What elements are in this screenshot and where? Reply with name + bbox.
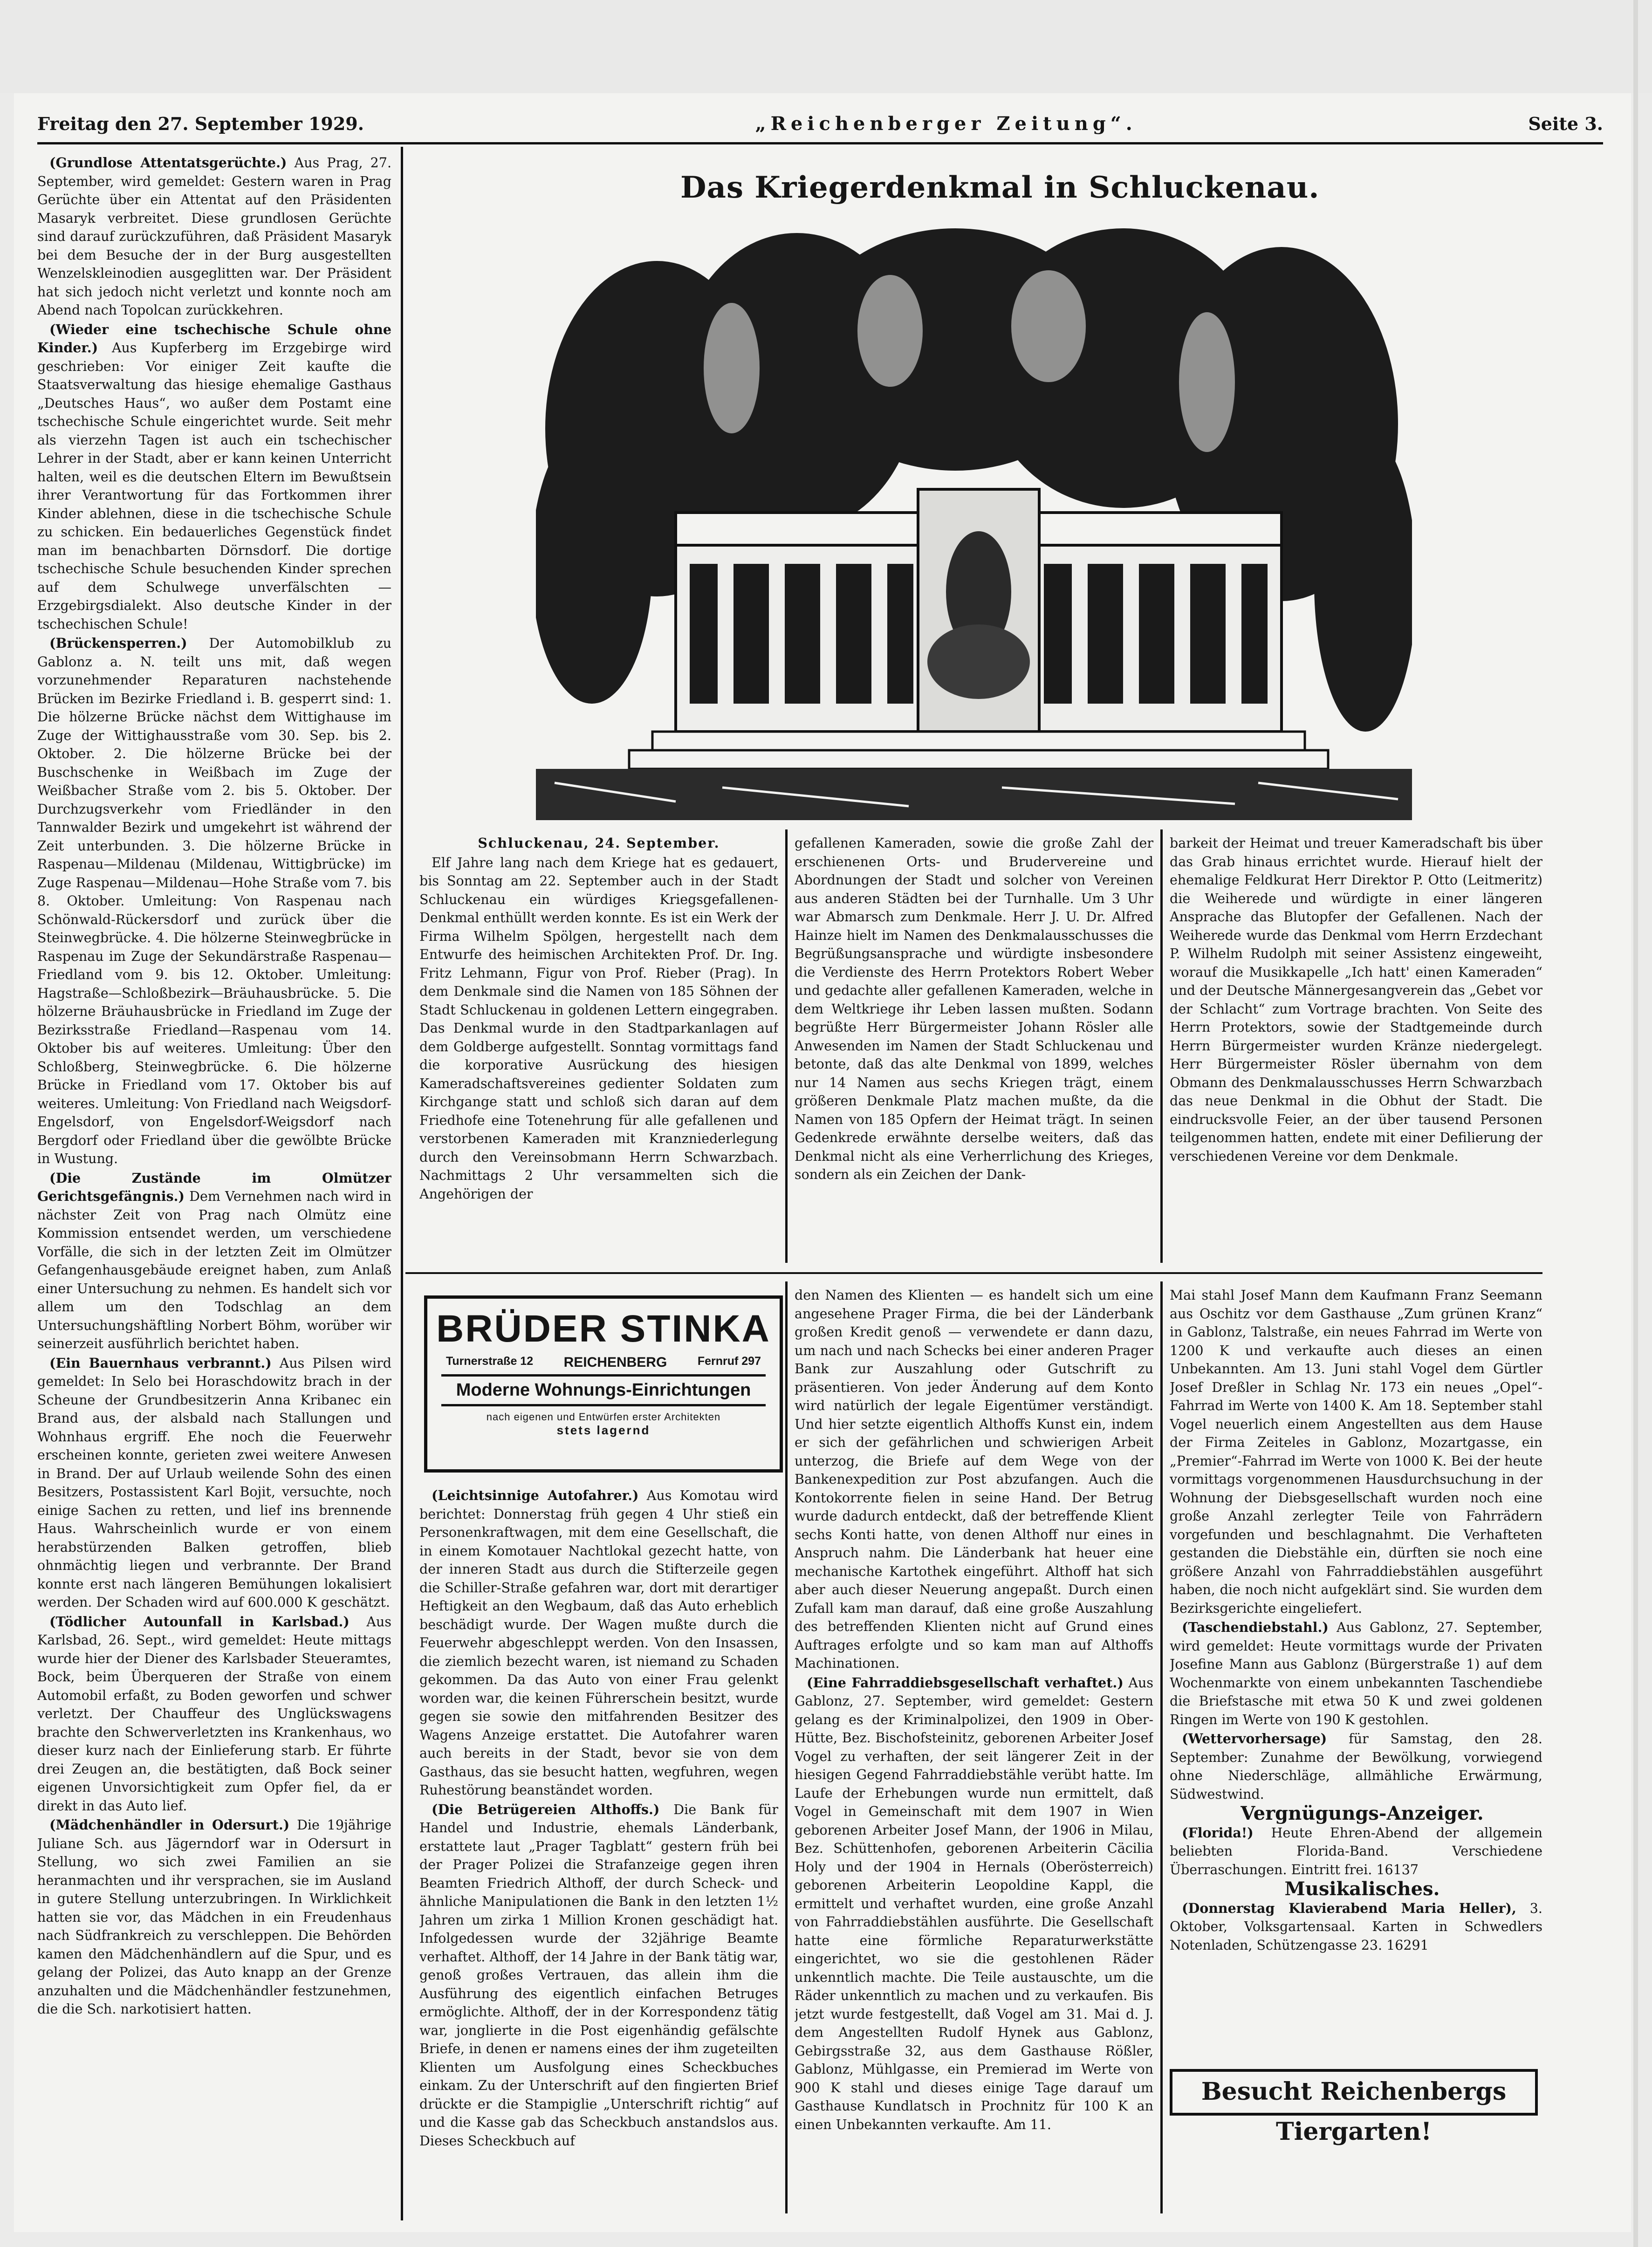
amusement-entry-text: Heute Ehren-Abend der allgemein beliebten Florida-Band. Verschiedene Überraschungen. Eintritt frei. xyxy=(1170,1825,1542,1877)
news-item xyxy=(37,154,391,320)
memorial-illustration xyxy=(536,228,1412,820)
news-item xyxy=(37,321,391,634)
news-item xyxy=(1170,1618,1542,1729)
news-item xyxy=(1170,1286,1542,1617)
column-2-lower xyxy=(419,1487,778,2213)
amusement-entry-number: 16137 xyxy=(1376,1862,1419,1877)
feature-bottom-rule xyxy=(405,1272,1542,1274)
feature-column-1 xyxy=(419,834,778,1263)
ad-stock: stets lagernd xyxy=(556,1423,651,1437)
ad-note: nach eigenen und Entwürfen erster Architekten xyxy=(486,1411,721,1423)
masthead xyxy=(37,105,1603,144)
feature-column-2 xyxy=(795,834,1153,1263)
ad-city: REICHENBERG xyxy=(563,1355,667,1370)
news-item xyxy=(419,1487,778,1800)
ad-divider-2 xyxy=(441,1404,766,1406)
news-item-text: Aus Komotau wird berichtet: Donnerstag früh gegen 4 Uhr stieß ein Personenkraftwagen, mit dem eine Gesellschaft, die in einem Komotauer Nachtlokal gezecht hatte, von der inneren Stadt aus durch die Stifterzeile gegen die Schiller-Straße gefahren war, dort mit derartiger Heftigkeit an den Wegbaum, daß das Auto erheblich beschädigt wurde. Der Wagen mußte durch die Feuerwehr abgeschleppt werden. Von den Insassen, die ziemlich bezecht waren, ist niemand zu Schaden gekommen. Da das Auto von einer Frau gelenkt worden war, die keinen Führerschein besitzt, wurde gegen sie sowie den mitfahrenden Besitzer des Wagens Anzeige erstattet. Die Autofahrer waren auch bereits in der Stadt, bevor sie von dem Gasthaus, das sie besucht hatten, wegfuhren, wegen Ruhestörung beanständet worden. xyxy=(419,1488,778,1798)
news-item-text: den Namen des Klienten — es handelt sich um eine angesehene Prager Firma, die bei der Länderbank großen Kredit genoß — verwendete er dann dazu, um nach und nach Schecks bei einer anderen Prager Bank zur Auszahlung oder Gutschrift zu präsentieren. Von jeder Änderung auf dem Konto wird natürlich der legale Eigentümer verständigt. Und hier setzte eigentlich Althoffs Kunst ein, indem er sich der gefährlichen und schwierigen Arbeit unterzog, die Briefe auf dem Wege von der Bankenexpedition zur Post abzufangen. Auch die Kontokorrente fielen in seine Hand. Der Betrug wurde dadurch entdeckt, daß der betreffende Klient sechs Konti hatte, von denen Althoff nur eines in Anspruch nahm. Die Länderbank hat heuer eine mechanische Kartothek eingeführt. Althoff hat sich aber auch dieser Neuerung angepaßt. Durch einen Zufall kam man darauf, daß eine große Auszahlung des betreffenden Klienten nicht auf Grund eines Auftrages erfolgte und so kam man auf Althoffs Machinationen. xyxy=(795,1288,1153,1671)
column-rule-4 xyxy=(785,1281,788,2213)
news-item-text: Aus Karlsbad, 26. Sept., wird gemeldet: Heute mittags wurde hier der Diener des Karlsbader Steueramtes, Bock, beim Überqueren der Straße von einem Automobil erfaßt, zu Boden geworfen und schwer verletzt. Der Chauffeur des Unglückswagens brachte den Schwerverletzten ins Krankenhaus, wo dieser kurz nach der Einlieferung starb. Er führte drei Zeugen an, die bestätigten, daß Bock seiner eigenen Unvorsichtigkeit zum Opfer fiel, da er direkt in das Auto lief. xyxy=(37,1614,391,1814)
news-item-heading: (Mädchenhändler in Odersurt.) xyxy=(49,1817,290,1833)
column-4-news xyxy=(1170,1286,1542,1803)
feature-text-3: barkeit der Heimat und treuer Kameradschaft bis über das Grab hinaus errichtet wurde. Hierauf hielt der ehemalige Feldkurat Herr Direktor P. Otto (Leitmeritz) die Weiherede und würdigte in einer längeren Ansprache das Blutopfer der Gefallenen. Nach der Weiherede wurde das Denkmal vom Herrn Erzdechant P. Wilhelm Rudolph mit seiner Assistenz eingeweiht, worauf die Musikkapelle „Ich hatt' einen Kameraden“ und der Deutsche Männergesangverein das „Gebet vor der Schlacht“ zum Vortrage brachten. Von Seite des Herrn Protektors, sowie der Stadtgemeinde durch Herrn Bürgermeister wurden Kränze niedergelegt. Herr Bürgermeister Rösler übernahm von dem Obmann des Denkmalausschusses Herrn Schwarzbach das neue Denkmal in die Obhut der Stadt. Die eindrucksvolle Feier, an der über tausend Personen teilgenommen hatten, endete mit einer Defilierung der verschiedenen Vereine vor dem Denkmale. xyxy=(1170,836,1542,1164)
feature-column-3 xyxy=(1170,834,1542,1263)
ad-street: Turnerstraße 12 xyxy=(446,1355,534,1368)
ad-company-name: BRÜDER STINKA xyxy=(436,1308,771,1350)
news-item-text: Die Bank für Handel und Industrie, ehemals Länderbank, erstattete laut „Prager Tagblatt“ gestern früh bei der Prager Polizei die Strafanzeige gegen ihren Beamten Friedrich Althoff, der durch Scheck- und ähnliche Manipulationen die Bank in den letzten 1½ Jahren um zirka 1 Million Kronen geschädigt hat. Infolgedessen wurde der 32jährige Beamte verhaftet. Althoff, der 14 Jahre in der Bank tätig war, genoß großes Vertrauen, das allein ihm die Ausführung des eigentlich einfachen Betruges ermöglichte. Althoff, der in der Korrespondenz tätig war, jonglierte in die Post eigenhändig gefälschte Briefe, in denen er namens eines der ihm zugeteilten Klienten um Ausfolgung eines Scheckbuches einkam. Zu der Unterschrift auf den fingierten Brief drückte er die Stampiglie „Unterschrift richtig“ auf und die Kasse gab das Scheckbuch anstandslos aus. Dieses Scheckbuch auf xyxy=(419,1802,778,2149)
music-section-title: Musikalisches. xyxy=(1284,1878,1440,1900)
news-item-text: für Samstag, den 28. September: Zunahme der Bewölkung, vorwiegend ohne Niederschläge, allmähliche Erwärmung, Südwestwind. xyxy=(1170,1731,1542,1802)
news-item xyxy=(37,1613,391,1815)
ad-divider xyxy=(441,1374,766,1377)
column-rule-1 xyxy=(401,147,403,2220)
feature-dateline: Schluckenau, 24. September. xyxy=(478,835,720,851)
feature-title: Das Kriegerdenkmal in Schluckenau. xyxy=(680,170,1320,205)
ad-tagline: Moderne Wohnungs-Einrichtungen xyxy=(456,1380,751,1400)
amusement-section-title: Vergnügungs-Anzeiger. xyxy=(1241,1802,1484,1824)
feature-text-2: gefallenen Kameraden, sowie die große Zahl der erschienenen Orts- und Brudervereine und Abordnungen der Stadt und solcher von Vereinen aus anderen Städten bei der Turnhalle. Um 3 Uhr war Abmarsch zum Denkmale. Herr J. U. Dr. Alfred Hainze hielt im Namen des Denkmalausschusses die Begrüßungsansprache und würdigte insbesondere die Verdienste des Herrn Protektors Robert Weber und gedachte aller gefallenen Kameraden, welche in dem Weltkriege ihr Leben lassen mußten. Sodann begrüßte Herr Bürgermeister Johann Rösler alle Anwesenden im Namen der Stadt Schluckenau und betonte, daß das alte Denkmal von 1899, welches nur 14 Namen aus sechs Kriegen trägt, einem größeren Denkmale Platz machen mußte, da die Namen von 185 Opfern der Heimat trägt. In seinen Gedenkrede erwähnte derselbe weiters, daß das Denkmal nicht als eine Verherrlichung des Krieges, sondern als ein Zeichen der Dank- xyxy=(795,836,1153,1182)
news-item-text: Aus Prag, 27. September, wird gemeldet: Gestern waren in Prag Gerüchte über ein Attentat auf den Präsidenten Masaryk verbreitet. Diese grundlosen Gerüchte sind darauf zurückzuführen, daß Präsident Masaryk bei dem Besuche der in der Burg ausgestellten Wenzelskleinodien ausgeglitten war. Der Präsident hat sich jedoch nicht verletzt und konnte noch am Abend nach Topolcan zurückkehren. xyxy=(37,155,391,318)
ad-address-line xyxy=(427,1355,780,1370)
amusement-entry xyxy=(1170,1824,1542,1879)
music-entry xyxy=(1170,1899,1542,1955)
music-entry-number: 16291 xyxy=(1386,1937,1429,1953)
column-rule-3 xyxy=(1160,829,1163,1263)
masthead-title: „Reichenberger Zeitung“. xyxy=(755,112,1137,135)
masthead-page: Seite 3. xyxy=(1528,113,1603,134)
news-item-text: Aus Gablonz, 27. September, wird gemeldet: Heute vormittags wurde der Privaten Josefine Mann aus Gablonz (Bürgerstraße 1) auf dem Wochenmarkte von einem unbekannten Taschendiebe die Briefstasche mit etwa 50 K und zwei goldenen Ringen im Werte von 190 K gestohlen. xyxy=(1170,1620,1542,1727)
newspaper-page xyxy=(14,93,1631,2232)
news-item-heading: (Die Zustände im Olmützer Gerichtsgefängnis.) xyxy=(37,1170,391,1204)
news-item-text: Die 19jährige Juliane Sch. aus Jägerndorf war in Odersurt in Stellung, wo sich zwei Familien an sie heranmachten und ihr versprachen, sie im Ausland in gutere Stellung unterzubringen. In Wirklichkeit hatten sie vor, das Mädchen in ein Freudenhaus nach Südfrankreich zu verschleppen. Die Behörden kamen den Mädchenhändlern auf die Spur, und es gelang der Polizei, das Auto knapp an der Grenze anzuhalten und die Mädchenhändler festzunehmen, die die Sch. narkotisiert hatten. xyxy=(37,1817,391,2017)
zoo-advertisement: Besucht Reichenbergs Tiergarten! xyxy=(1170,2069,1538,2116)
news-item-heading: (Brückensperren.) xyxy=(49,635,187,651)
column-rule-2 xyxy=(785,829,788,1263)
ad-phone: Fernruf 297 xyxy=(697,1355,761,1368)
column-rule-5 xyxy=(1160,1281,1163,2213)
music-entry-head: (Donnerstag Klavierabend Maria Heller), xyxy=(1182,1900,1516,1916)
news-item-heading: (Grundlose Attentatsgerüchte.) xyxy=(49,155,287,171)
news-item xyxy=(37,634,391,1168)
feature-text-1: Elf Jahre lang nach dem Kriege hat es gedauert, bis Sonntag am 22. September auch in der Stadt Schluckenau ein würdiges Kriegsgefallenen-Denkmal enthüllt werden konnte. Es ist ein Werk der Firma Wilhelm Spölgen, hergestellt nach dem Entwurfe des heimischen Architekten Prof. Dr. Ing. Fritz Lehmann, Figur von Prof. Rieber (Prag). In dem Denkmale sind die Namen von 185 Söhnen der Stadt Schluckenau in goldenen Lettern eingegraben. Das Denkmal wurde in den Stadtparkanlagen auf dem Goldberge aufgestellt. Sonntag vormittags fand die korporative Ausrückung des hiesigen Kameradschaftsvereines gedienter Soldaten zum Kirchgange statt und schloß sich daran auf dem Friedhofe eine Totenehrung für alle gefallenen und verstorbenen Kameraden mit Kranzniederlegung durch den Vereinsobmann Herrn Schwarzbach. Nachmittags 2 Uhr versammelten sich die Angehörigen der xyxy=(419,855,778,1202)
news-item-heading: (Wettervorhersage) xyxy=(1182,1731,1327,1747)
news-item-text: Dem Vernehmen nach wird in nächster Zeit von Prag nach Olmütz eine Kommission entsendet werden, um verschiedene Vorfälle, die sich in der letzten Zeit im Olmützer Gefangenhausgebäude ereignet haben, zum Anlaß einer Untersuchung zu nehmen. Es handelt sich vor allem um den Todschlag an dem Untersuchungshäftling Norbert Böhm, worüber wir seinerzeit ausführlich berichtet haben. xyxy=(37,1189,391,1351)
news-item-heading: (Tödlicher Autounfall in Karlsbad.) xyxy=(49,1613,350,1630)
news-item-heading: (Die Betrügereien Althoffs.) xyxy=(432,1801,660,1817)
furniture-advertisement xyxy=(424,1295,783,1473)
news-item-text: Aus Pilsen wird gemeldet: In Selo bei Horaschdowitz brach in der Scheune der Grundbesitzerin Anna Kribanec ein Brand aus, der alsbald nach Stallungen und Wohnhaus ergriff. Ehe noch die Feuerwehr erscheinen konnte, gerieten zwei weitere Anwesen in Brand. Der auf Urlaub weilende Sohn des einen Besitzers, Postassistent Karl Bojit, versuchte, noch einige Sachen zu retten, und lief ins brennende Haus. Wahrscheinlich wurde er von einem herabstürzenden Balken getroffen, blieb ohnmächtig liegen und verbrannte. Der Brand konnte erst nach längeren Bemühungen lokalisiert werden. Der Schaden wird auf 600.000 K geschätzt. xyxy=(37,1355,391,1610)
column-1 xyxy=(37,154,391,2213)
news-item xyxy=(795,1286,1153,1673)
page-margin-top xyxy=(0,0,1652,93)
news-item xyxy=(37,1816,391,2019)
news-item xyxy=(37,1169,391,1353)
news-item-heading: (Ein Bauernhaus verbrannt.) xyxy=(49,1355,272,1371)
music-entry-text: 3. Oktober, Volksgartensaal. Karten in Schwedlers Notenladen, Schützengasse 23. xyxy=(1170,1900,1542,1953)
news-item-text: Aus Kupferberg im Erzgebirge wird geschrieben: Vor einiger Zeit kaufte die Staatsverwaltung das hiesige ehemalige Gasthaus „Deutsches Haus“, wo außer dem Postamt eine tschechische Schule eingerichtet wurde. Seit mehr als vierzehn Tagen ist auch ein tschechischer Lehrer in der Stadt, aber er kann keinen Unterricht halten, weil es die deutschen Eltern im Bewußtsein ihrer Verantwortung für das Fortkommen ihrer Kinder ablehnen, diese in die tschechische Schule zu schicken. Ein bedauerliches Gegenstück findet man im benachbarten Dörnsdorf. Die dortige tschechische Schule besuchenden Kinder sprechen auf dem Schulwege unverfälschten — Erzgebirgsdialekt. Also deutsche Kinder in der tschechischen Schule! xyxy=(37,340,391,632)
news-item-heading: (Leichtsinnige Autofahrer.) xyxy=(432,1487,639,1503)
news-item xyxy=(419,1801,778,2151)
news-item-text: Der Automobilklub zu Gablonz a. N. teilt uns mit, daß wegen vorzunehmender Reparaturen nachstehende Brücken im Bezirke Friedland i. B. gesperrt sind: 1. Die hölzerne Brücke nächst dem Wittighause im Zuge der Wittighausstraße vom 30. Sep. bis 2. Oktober. 2. Die hölzerne Brücke bei der Buschschenke in Weißbach im Zuge der Weißbacher Straße vom 2. bis 5. Oktober. Der Durchzugsverkehr vom Friedländer in den Tannwalder Bezirk und umgekehrt ist während der Zeit unterbunden. 3. Die hölzerne Brücke in Raspenau—Mildenau (Mildenau, Wittigbrücke) im Zuge Raspenau—Mildenau—Hohe Straße vom 7. bis 8. Oktober. Umleitung: Von Raspenau nach Schönwald-Rückersdorf und zurück über die Steinwegbrücke. 4. Die hölzerne Steinwegbrücke in Raspenau im Zuge der Sekundärstraße Raspenau—Friedland vom 9. bis 12. Oktober. Umleitung: Hagstraße—Schloßbezirk—Bräuhausbrücke. 5. Die hölzerne Bräuhausbrücke in Friedland im Zuge der Bezirksstraße Friedland—Raspenau vom 14. Oktober bis auf weiteres. Umleitung: Über den Schloßberg, Steinwegbrücke. 6. Die hölzerne Brücke in Friedland vom 17. Oktober bis auf weiteres. Umleitung: Von Friedland nach Weigsdorf-Engelsdorf, von Engelsdorf-Weigsdorf nach Bergdorf oder Friedland über die gewölbte Brücke in Wustung. xyxy=(37,636,391,1166)
page-edge xyxy=(1633,0,1638,2247)
column-4-lower xyxy=(1170,1286,1542,2148)
news-item xyxy=(1170,1730,1542,1803)
masthead-date: Freitag den 27. September 1929. xyxy=(37,113,364,134)
news-item-heading: (Taschendiebstahl.) xyxy=(1182,1619,1329,1635)
news-item xyxy=(795,1674,1153,2134)
amusement-entry-head: (Florida!) xyxy=(1182,1824,1254,1841)
news-item-text: Mai stahl Josef Mann dem Kaufmann Franz Seemann aus Oschitz vor dem Gasthause „Zum grünen Kranz“ in Gablonz, Talstraße, ein neues Fahrrad im Werte von 1200 K und verkaufte auch dieses an einen Unbekannten. Am 13. Juni stahl Vogel dem Gürtler Josef Dreßler in Schlag Nr. 173 ein neues „Opel“-Fahrrad im Werte von 1400 K. Am 18. September stahl Vogel neuerlich einem Angestellten aus dem Hause der Firma Zeiteles in Gablonz, Mozartgasse, ein „Premier“-Fahrrad im Werte von 1000 K. Bei der heute vormittags vorgenommenen Hausdurchsuchung in der Wohnung der Diebsgesellschaft wurden noch eine große Anzahl zerlegter Teile von Fahrrädern vorgefunden und beschlagnahmt. Die Verhafteten gestanden die Diebstähle ein, dürften sie noch eine größere Anzahl von Fahrraddiebstählen ausgeführt haben, die noch nicht aufgeklärt sind. Sie wurden dem Bezirksgerichte eingeliefert. xyxy=(1170,1288,1542,1616)
news-item xyxy=(37,1354,391,1612)
news-item-heading: (Wieder eine tschechische Schule ohne Kinder.) xyxy=(37,321,391,356)
column-3-lower xyxy=(795,1286,1153,2213)
news-item-heading: (Eine Fahrraddiebsgesellschaft verhaftet.) xyxy=(807,1674,1124,1691)
news-item-text: Aus Gablonz, 27. September, wird gemeldet: Gestern gelang es der Kriminalpolizei, den 1909 in Ober-Hütte, Bez. Bischofsteinitz, geborenen Arbeiter Josef Vogel zu verhaften, der seit längerer Zeit in der hiesigen Gegend Fahrraddiebstähle verübt hatte. Im Laufe der Erhebungen wurde nun ermittelt, daß Vogel in Gemeinschaft mit dem 1907 in Wien geborenen Arbeiter Josef Mann, der 1906 in Milau, Bez. Schüttenhofen, geborenen Arbeiterin Cäcilia Holy und der 1904 in Hernals (Oberösterreich) geborenen Arbeiterin Leopoldine Kappl, die ermittelt und verhaftet wurden, eine große Anzahl von Fahrraddiebstählen ausführte. Die Gesellschaft hatte eine förmliche Reparaturwerkstätte eingerichtet, wo sie die gestohlenen Räder unkenntlich machte. Die Teile austauschte, um die Räder unkenntlich zu machen und zu verkaufen. Bis jetzt wurde festgestellt, daß Vogel am 31. Mai d. J. dem Angestellten Rudolf Hynek aus Gablonz, Gebirgsstraße 32, aus dem Gasthause Rößler, Gablonz, Mühlgasse, ein Premierad im Werte von 900 K stahl und dieses einige Tage darauf um Gasthause Kundlatsch in Prochnitz für 100 K an einen Unbekannten verkaufte. Am 11. xyxy=(795,1675,1153,2132)
